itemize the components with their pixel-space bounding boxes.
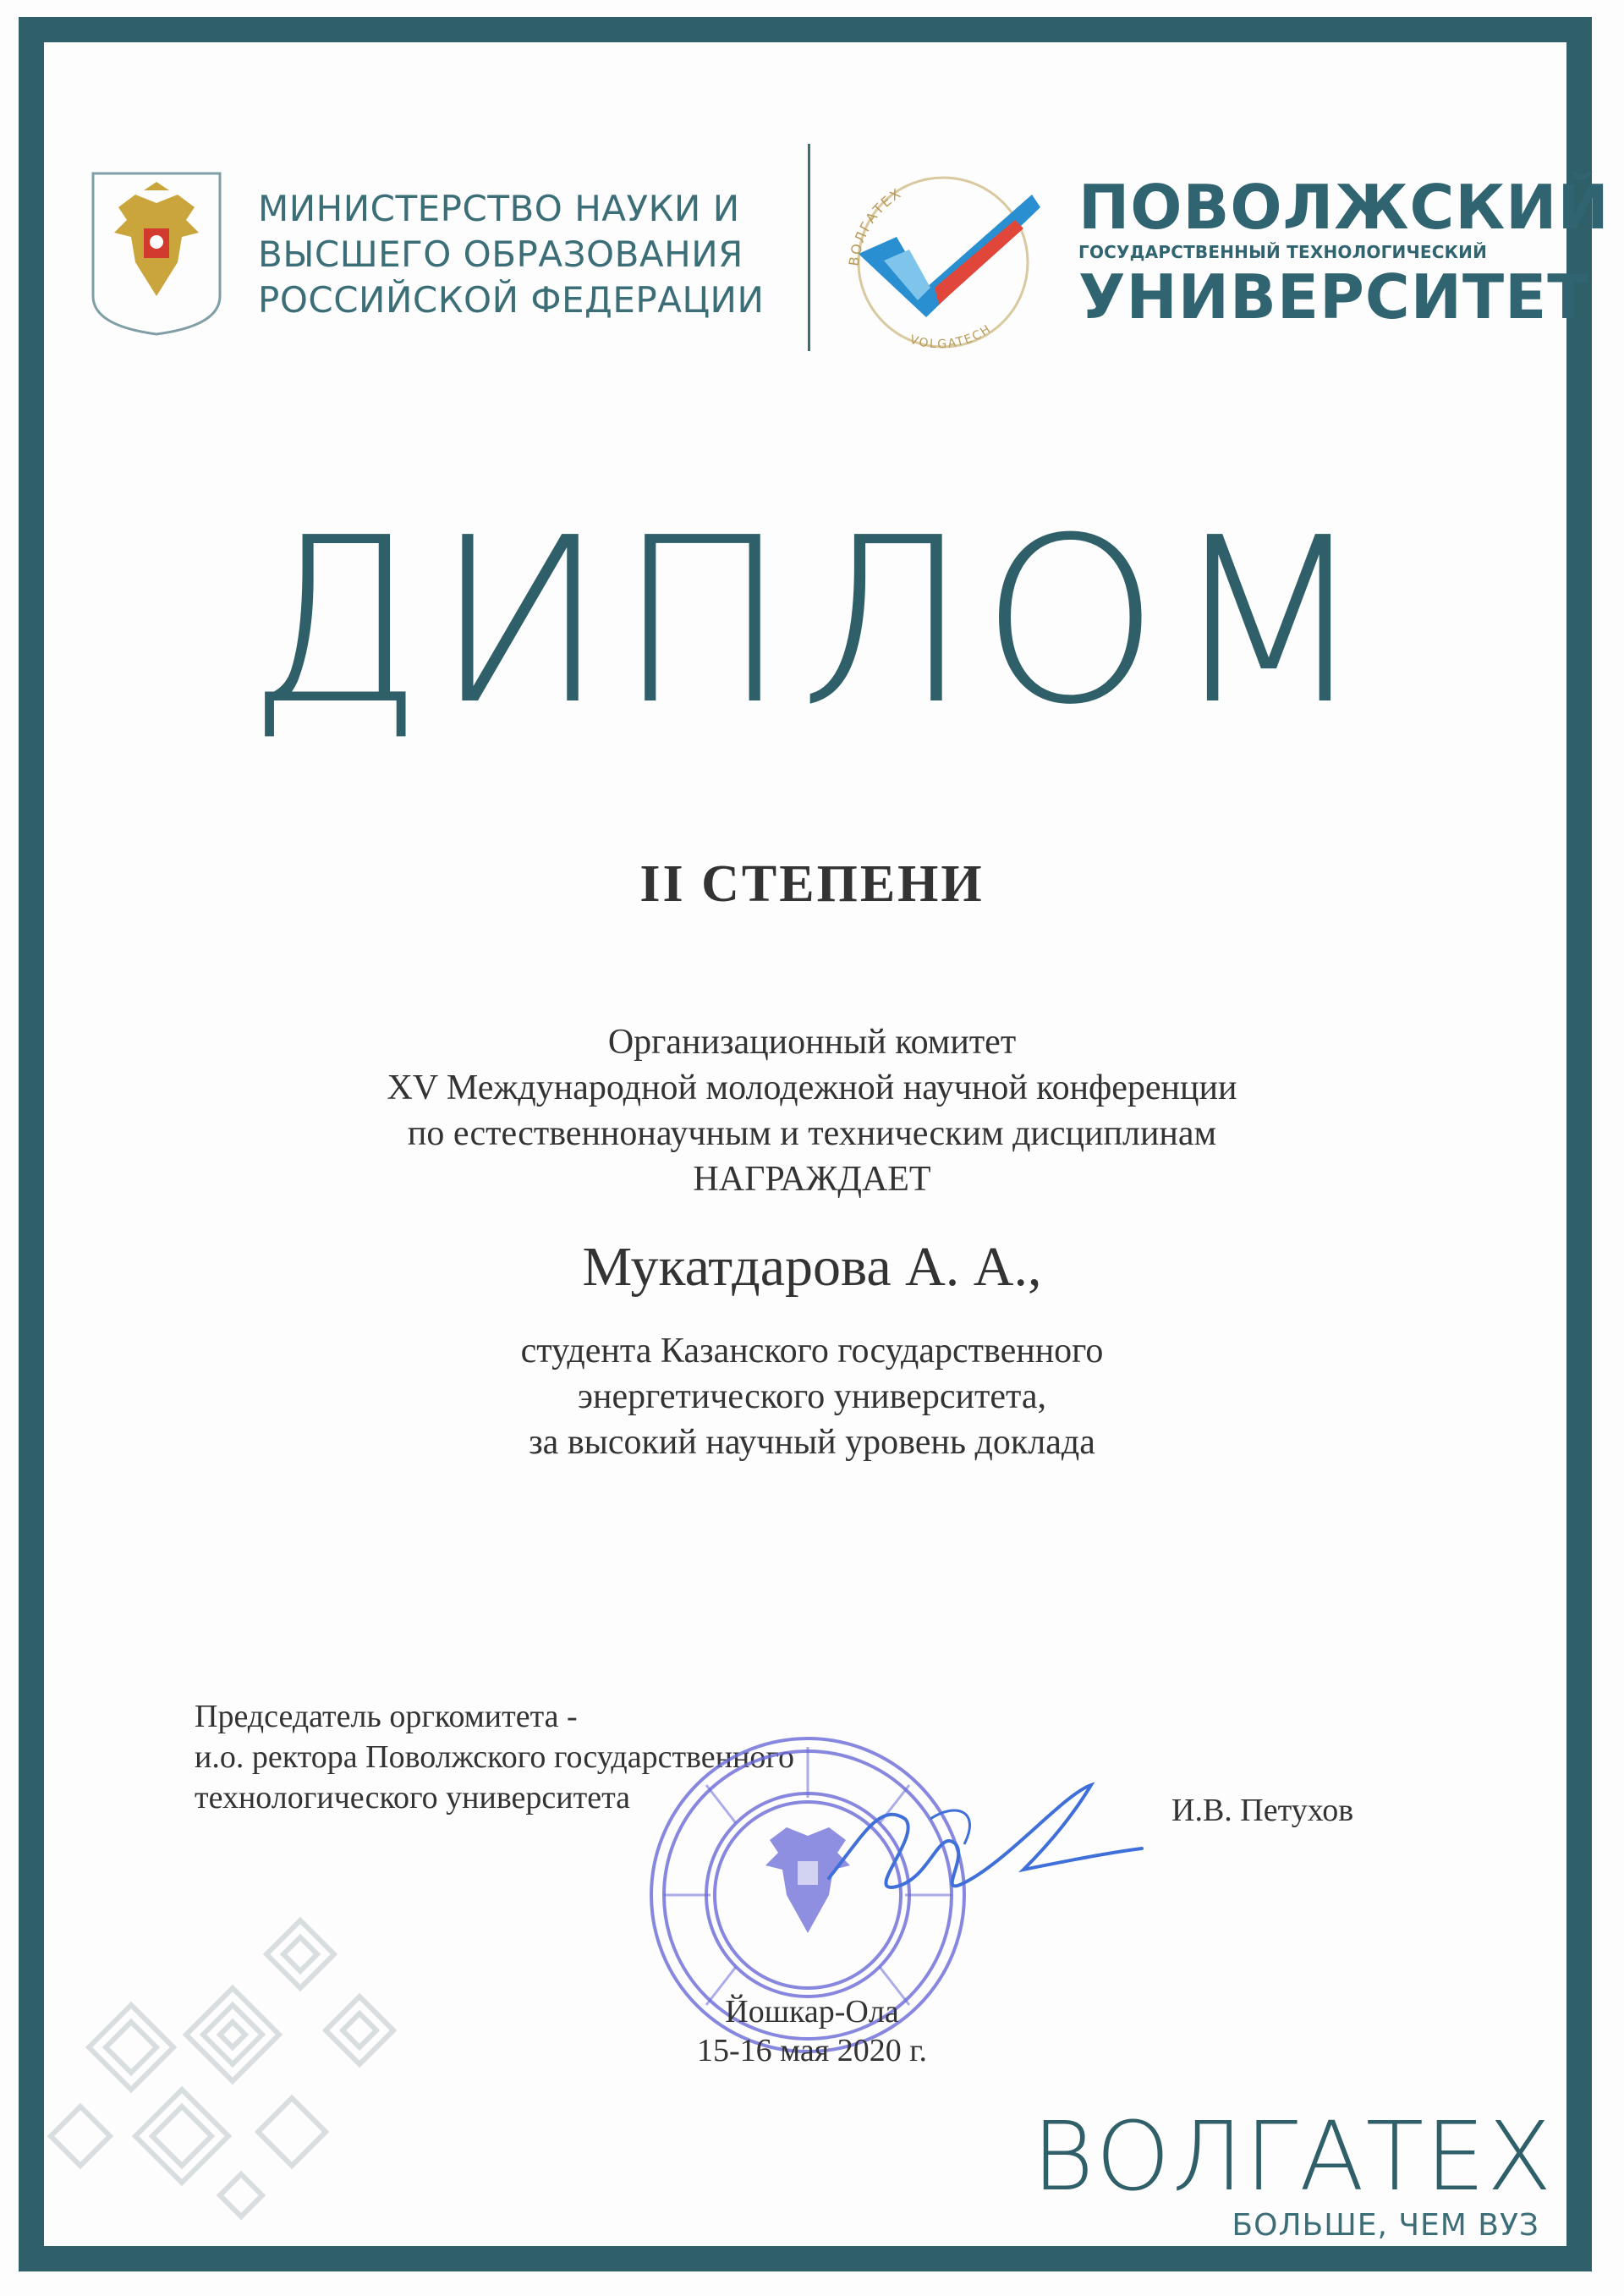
recipient-name: Мукатдарова А. А., [582,1236,1042,1298]
volgatech-logo-icon [833,161,1062,351]
place-and-date [0,1992,1624,2070]
brand-slogan: БОЛЬШЕ, ЧЕМ ВУЗ [1232,2208,1539,2243]
degree-heading: II СТЕПЕНИ [639,855,985,913]
university-name [1078,172,1610,332]
signatory-name: И.В. Петухов [1171,1793,1354,1828]
ministry-line: ВЫСШЕГО ОБРАЗОВАНИЯ [258,233,743,275]
logo-ring-bottom: VOLGATECH [908,321,995,351]
logo-ring-top: ВОЛГАТЕХ [845,184,905,267]
city: Йошкар-Ола [725,1994,899,2030]
description-line: студента Казанского государственного [520,1332,1104,1370]
event-date: 15-16 мая 2020 г. [696,2033,928,2068]
volgatech-brand [1032,2102,1554,2244]
university-line: УНИВЕРСИТЕТ [1078,261,1590,332]
header-divider [808,144,810,351]
handwritten-signature-icon [812,1768,1150,1920]
description-line: за высокий научный уровень доклада [529,1423,1095,1462]
coat-of-arms-icon [85,169,228,338]
award-line: по естественнонаучным и техническим дисциплинам [407,1114,1217,1153]
ministry-line: МИНИСТЕРСТВО НАУКИ И [258,188,740,229]
svg-text:VOLGATECH [908,322,995,351]
award-line: НАГРАЖДАЕТ [693,1160,931,1199]
signatory-line: Председатель оргкомитета - [195,1699,578,1734]
signatory-line: и.о. ректора Поволжского государственного [195,1739,794,1775]
award-text [0,1019,1624,1202]
recipient-description [0,1328,1624,1465]
university-line: ПОВОЛЖСКИЙ [1078,172,1610,243]
description-line: энергетического университета, [578,1377,1046,1416]
award-line: Организационный комитет [607,1023,1017,1062]
diploma-title: ДИПЛОМ [246,488,1378,755]
signatory-line: технологического университета [195,1780,631,1815]
university-line: ГОСУДАРСТВЕННЫЙ ТЕХНОЛОГИЧЕСКИЙ [1078,242,1488,262]
award-line: XV Международной молодежной научной конференции [387,1068,1237,1107]
ministry-line: РОССИЙСКОЙ ФЕДЕРАЦИИ [258,279,765,321]
ministry-name [258,186,799,323]
brand-name: ВОЛГАТЕХ [1032,2102,1554,2212]
